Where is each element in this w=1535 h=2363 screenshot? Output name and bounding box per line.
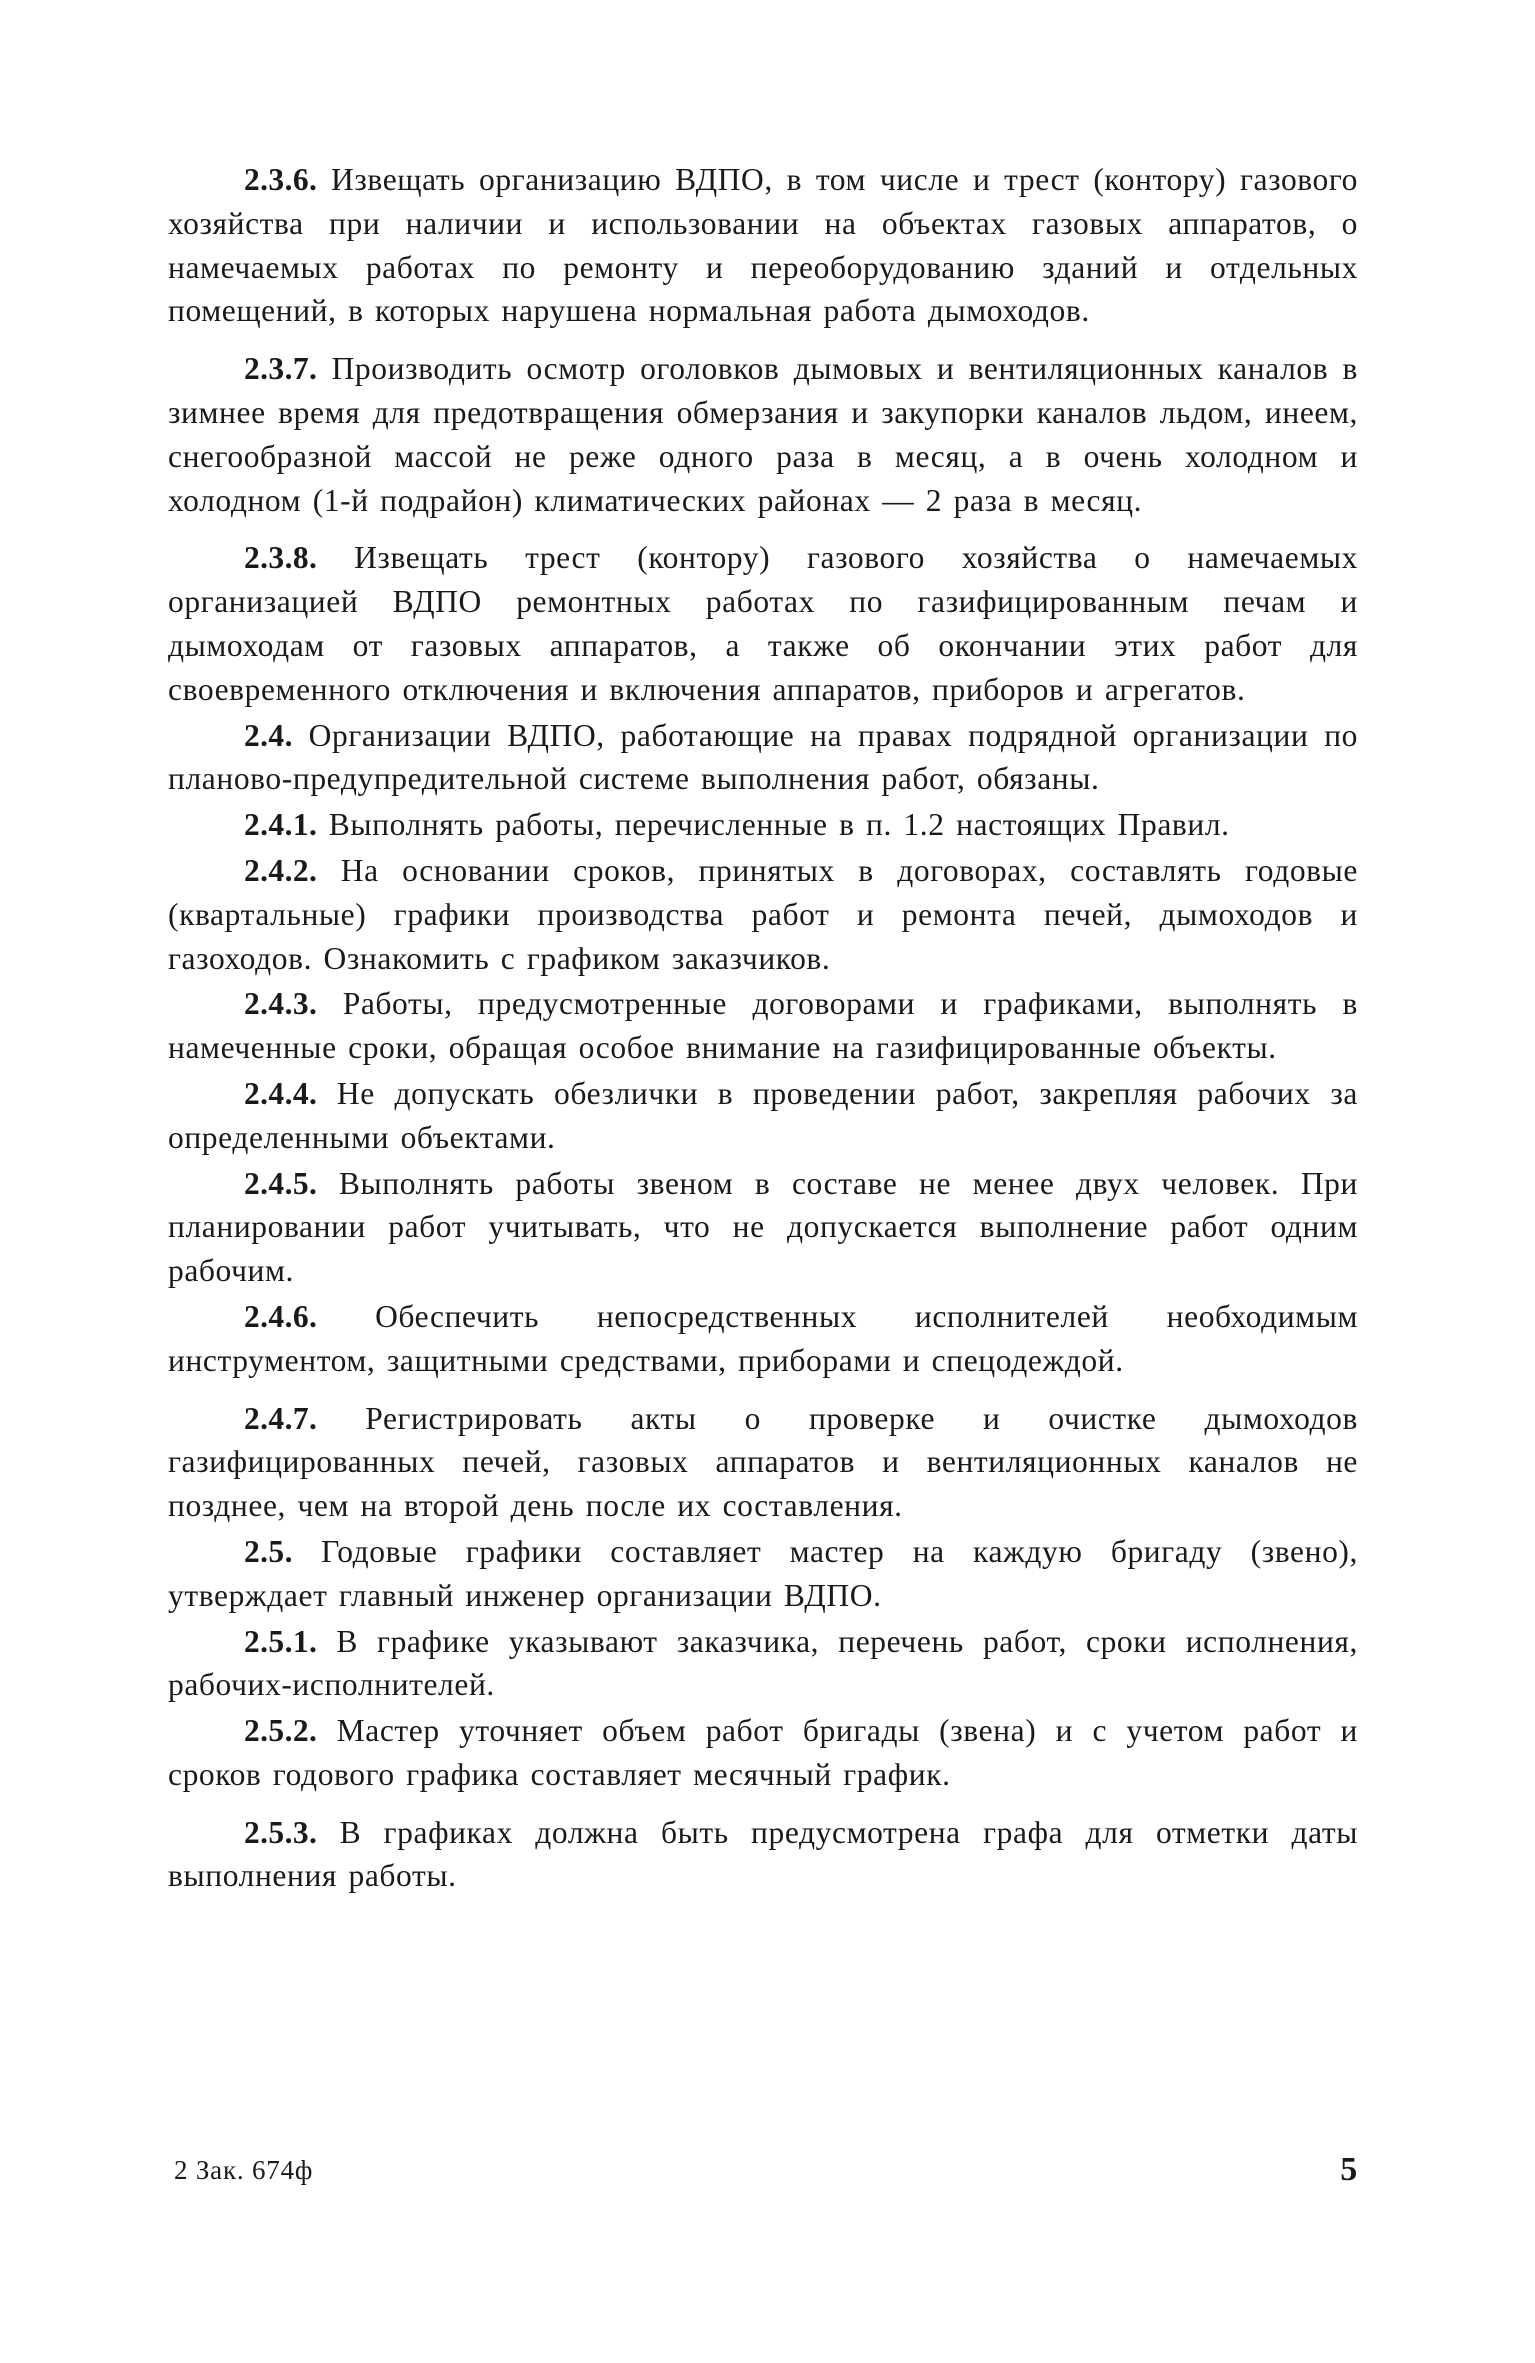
paragraph-2-4-5 xyxy=(168,1162,1358,1293)
clause-number: 2.3.8. xyxy=(244,540,318,576)
clause-text: Извещать организацию ВДПО, в том числе и трест (контору) газового хозяйства при наличии и использовании на объектах газовых аппаратов, о намечаемых работах по ремонту и переоборудованию зданий и отдельных помещений, в которых нарушена нормальная работа дымоходов. xyxy=(168,162,1358,329)
clause-number: 2.3.6. xyxy=(244,162,318,197)
clause-number: 2.4.4. xyxy=(244,1075,318,1111)
paragraph-2-4 xyxy=(168,714,1358,802)
paragraph-2-5 xyxy=(168,1530,1358,1618)
clause-number: 2.4.3. xyxy=(244,986,318,1022)
clause-text: Извещать трест (контору) газового хозяйства о намечаемых организацией ВДПО ремонтных работах по газифицированным печам и дымоходам от газовых аппаратов, а также об окончании этих работ для своевременного отключения и включения аппаратов, приборов и агрегатов. xyxy=(168,540,1358,707)
clause-text: Выполнять работы звеном в составе не менее двух человек. При планировании работ учитывать, что не допускается выполнение работ одним рабочим. xyxy=(168,1165,1358,1289)
clause-text: Годовые графики составляет мастер на каждую бригаду (звено), утверждает главный инженер организации ВДПО. xyxy=(168,1533,1358,1613)
clause-number: 2.3.7. xyxy=(244,351,318,387)
clause-text: Не допускать обезлички в проведении работ, закрепляя рабочих за определенными объектами. xyxy=(168,1075,1358,1155)
clause-number: 2.4.2. xyxy=(244,852,318,888)
clause-text: В графике указывают заказчика, перечень работ, сроки исполнения, рабочих-исполнителей. xyxy=(168,1623,1358,1703)
paragraph-2-4-7 xyxy=(168,1397,1358,1528)
clause-number: 2.4.1. xyxy=(244,807,318,843)
paragraph-2-5-3 xyxy=(168,1811,1358,1899)
page-number: 5 xyxy=(1340,2151,1358,2188)
clause-number: 2.5.2. xyxy=(244,1713,318,1749)
paragraph-2-3-8 xyxy=(168,536,1358,711)
paragraph-2-3-7 xyxy=(168,347,1358,522)
clause-text: Организации ВДПО, работающие на правах подрядной организации по планово-предупредительной системе выполнения работ, обязаны. xyxy=(168,717,1358,797)
print-order-mark: 2 Зак. 674ф xyxy=(174,2155,314,2185)
clause-text: Мастер уточняет объем работ бригады (звена) и с учетом работ и сроков годового графика составляет месячный график. xyxy=(168,1713,1358,1792)
paragraph-2-4-4 xyxy=(168,1072,1358,1160)
clause-text: На основании сроков, принятых в договорах, составлять годовые (квартальные) графики производства работ и ремонта печей, дымоходов и газоходов. Ознакомить с графиком заказчиков. xyxy=(168,852,1358,976)
paragraph-2-4-1 xyxy=(168,803,1358,847)
clause-text: Выполнять работы, перечисленные в п. 1.2 настоящих Правил. xyxy=(317,807,1230,843)
clause-text: Производить осмотр оголовков дымовых и вентиляционных каналов в зимнее время для предотвращения обмерзания и закупорки каналов льдом, инеем, снегообразной массой не реже одного раза в месяц, а в очень холодном и холодном (1-й подрайон) климатических районах — 2 раза в месяц. xyxy=(168,351,1358,518)
clause-text: Работы, предусмотренные договорами и графиками, выполнять в намеченные сроки, обращая особое внимание на газифицированные объекты. xyxy=(168,986,1358,1066)
clause-number: 2.4.5. xyxy=(244,1165,318,1201)
paragraph-2-5-1 xyxy=(168,1620,1358,1708)
clause-text: Обеспечить непосредственных исполнителей необходимым инструментом, защитными средствами, приборами и спецодеждой. xyxy=(168,1298,1358,1378)
document-body xyxy=(168,158,1358,1898)
clause-number: 2.5.1. xyxy=(244,1623,318,1659)
clause-number: 2.4.6. xyxy=(244,1298,318,1334)
paragraph-2-5-2 xyxy=(168,1709,1358,1797)
clause-number: 2.5.3. xyxy=(244,1814,318,1850)
clause-number: 2.4.7. xyxy=(244,1400,318,1436)
paragraph-2-4-6 xyxy=(168,1295,1358,1383)
paragraph-2-4-3 xyxy=(168,982,1358,1070)
paragraph-2-3-6 xyxy=(168,158,1358,333)
clause-text: В графиках должна быть предусмотрена графа для отметки даты выполнения работы. xyxy=(168,1814,1358,1894)
clause-text: Регистрировать акты о проверке и очистке дымоходов газифицированных печей, газовых аппаратов и вентиляционных каналов не позднее, чем на второй день после их составления. xyxy=(168,1400,1358,1524)
clause-number: 2.5. xyxy=(244,1533,293,1569)
paragraph-2-4-2 xyxy=(168,849,1358,980)
clause-number: 2.4. xyxy=(244,717,293,753)
